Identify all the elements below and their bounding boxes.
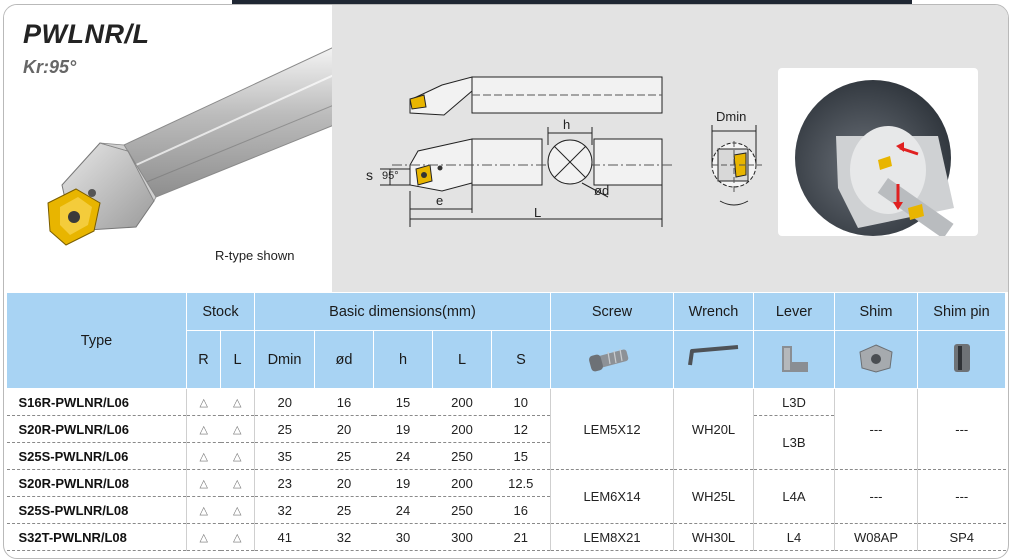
lever-value: L3D — [754, 389, 835, 416]
screw-value: LEM6X14 — [551, 470, 674, 524]
row-h: 19 — [374, 470, 433, 497]
row-type: S20R-PWLNR/L06 — [7, 416, 187, 443]
shim-value: W08AP — [835, 524, 918, 551]
header-lever: Lever — [754, 293, 835, 331]
row-dmin: 32 — [255, 497, 315, 524]
row-L: 200 — [433, 416, 492, 443]
lever-value: L4A — [754, 470, 835, 524]
subheader-od: ød — [315, 331, 374, 389]
stock-l: △ — [221, 470, 255, 497]
shim-pin-value: --- — [918, 389, 1006, 470]
stock-l: △ — [221, 497, 255, 524]
header-basic-dimensions: Basic dimensions(mm) — [255, 293, 551, 331]
subheader-l: L — [221, 331, 255, 389]
row-S: 12 — [492, 416, 551, 443]
header-shim: Shim — [835, 293, 918, 331]
row-dmin: 25 — [255, 416, 315, 443]
stock-r: △ — [187, 470, 221, 497]
row-dmin: 35 — [255, 443, 315, 470]
stock-l: △ — [221, 443, 255, 470]
dim-h-label: h — [563, 117, 571, 132]
row-S: 12.5 — [492, 470, 551, 497]
table-row — [7, 524, 1006, 551]
approach-angle-label: Kr:95° — [23, 57, 77, 77]
stock-r: △ — [187, 524, 221, 551]
subheader-dmin: Dmin — [255, 331, 315, 389]
stock-l: △ — [221, 524, 255, 551]
wrench-value: WH25L — [674, 470, 754, 524]
row-type: S16R-PWLNR/L06 — [7, 389, 187, 416]
shim-value: --- — [835, 389, 918, 470]
screw-value: LEM5X12 — [551, 389, 674, 470]
stock-r: △ — [187, 443, 221, 470]
wrench-value: WH30L — [674, 524, 754, 551]
table-row — [7, 389, 1006, 416]
row-S: 21 — [492, 524, 551, 551]
header-stock: Stock — [187, 293, 255, 331]
row-dmin: 41 — [255, 524, 315, 551]
row-d: 25 — [315, 443, 374, 470]
shim-value: --- — [835, 470, 918, 524]
stock-l: △ — [221, 416, 255, 443]
row-d: 32 — [315, 524, 374, 551]
row-d: 16 — [315, 389, 374, 416]
header-wrench: Wrench — [674, 293, 754, 331]
subheader-L: L — [433, 331, 492, 389]
shim-pin-value: SP4 — [918, 524, 1006, 551]
row-type: S25S-PWLNR/L08 — [7, 497, 187, 524]
product-card — [3, 4, 1009, 559]
dim-od-label: ød — [594, 183, 610, 198]
row-S: 10 — [492, 389, 551, 416]
stock-l: △ — [221, 389, 255, 416]
row-h: 24 — [374, 497, 433, 524]
screw-image-cell — [551, 331, 674, 389]
wrench-icon — [684, 343, 744, 373]
row-type: S25S-PWLNR/L06 — [7, 443, 187, 470]
dim-s-label: s — [366, 167, 373, 183]
row-L: 250 — [433, 443, 492, 470]
lever-image-cell — [754, 331, 835, 389]
wrench-image-cell — [674, 331, 754, 389]
dim-dmin-label: Dmin — [716, 109, 747, 124]
bore-illustration — [778, 68, 978, 236]
row-h: 30 — [374, 524, 433, 551]
screw-value: LEM8X21 — [551, 524, 674, 551]
row-dmin: 20 — [255, 389, 315, 416]
lever-value: L3B — [754, 416, 835, 470]
row-d: 25 — [315, 497, 374, 524]
row-L: 250 — [433, 497, 492, 524]
bore-machining-photo — [778, 68, 978, 236]
row-h: 19 — [374, 416, 433, 443]
row-dmin: 23 — [255, 470, 315, 497]
header-screw: Screw — [551, 293, 674, 331]
dim-e-label: e — [436, 193, 444, 208]
row-d: 20 — [315, 470, 374, 497]
stock-r: △ — [187, 389, 221, 416]
shim-pin-value: --- — [918, 470, 1006, 524]
dim-L-label: L — [534, 205, 542, 220]
row-h: 24 — [374, 443, 433, 470]
row-L: 300 — [433, 524, 492, 551]
row-L: 200 — [433, 470, 492, 497]
subheader-r: R — [187, 331, 221, 389]
table-row — [7, 470, 1006, 497]
lever-icon — [774, 340, 814, 376]
header-type: Type — [7, 293, 187, 389]
subheader-S: S — [492, 331, 551, 389]
row-S: 16 — [492, 497, 551, 524]
row-L: 200 — [433, 389, 492, 416]
shim-image-cell — [835, 331, 918, 389]
tool-image-panel — [4, 5, 332, 292]
stock-r: △ — [187, 497, 221, 524]
header-shim-pin: Shim pin — [918, 293, 1006, 331]
image-caption: R-type shown — [215, 248, 295, 263]
shim-icon — [856, 342, 896, 374]
shim-pin-icon — [948, 340, 976, 376]
dim-angle-label: 95° — [382, 170, 399, 182]
row-d: 20 — [315, 416, 374, 443]
row-h: 15 — [374, 389, 433, 416]
wrench-value: WH20L — [674, 389, 754, 470]
subheader-h: h — [374, 331, 433, 389]
spec-table — [6, 292, 1006, 551]
stock-r: △ — [187, 416, 221, 443]
row-type: S20R-PWLNR/L08 — [7, 470, 187, 497]
product-title: PWLNR/L — [23, 19, 150, 49]
row-S: 15 — [492, 443, 551, 470]
shim-pin-image-cell — [918, 331, 1006, 389]
lever-value: L4 — [754, 524, 835, 551]
screw-icon — [584, 343, 640, 373]
row-type: S32T-PWLNR/L08 — [7, 524, 187, 551]
